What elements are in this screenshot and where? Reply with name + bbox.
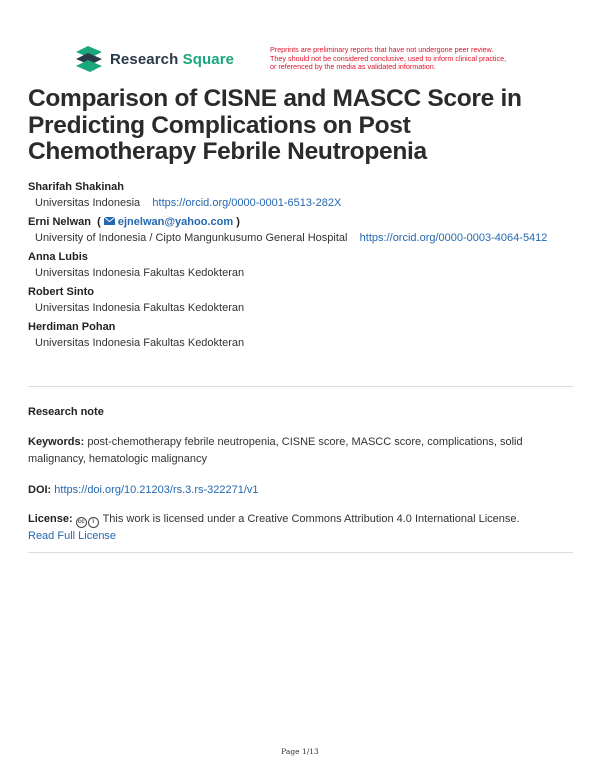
doi — [28, 482, 573, 499]
author-name: Robert Sinto — [28, 286, 94, 298]
research-square-logo[interactable] — [74, 46, 234, 72]
license-label: License: — [28, 513, 73, 525]
logo-text: Research Square — [110, 50, 235, 68]
orcid-link[interactable]: https://orcid.org/0000-0001-6513-282X — [152, 197, 342, 209]
author-affiliation: Universitas Indonesia https://orcid.org/0000-0001-6513-282X — [35, 197, 342, 209]
author-list — [28, 179, 573, 351]
disclaimer-line: or referenced by the media as validated information. — [270, 62, 436, 72]
keywords-label: Keywords: — [28, 436, 85, 448]
doi-link[interactable]: https://doi.org/10.21203/rs.3.rs-322271/v1 — [54, 484, 259, 496]
author-name: Sharifah Shakinah — [28, 181, 124, 193]
header — [74, 46, 574, 76]
divider — [28, 386, 573, 387]
author-name: Erni Nelwan ( ejnelwan@yahoo.com ) — [28, 216, 240, 228]
preprint-disclaimer — [270, 46, 570, 72]
attribution-icon: i — [88, 517, 99, 528]
envelope-icon — [104, 217, 115, 225]
disclaimer-line: Preprints are preliminary reports that have not undergone peer review. — [270, 45, 494, 54]
divider — [28, 552, 573, 553]
license-text: This work is licensed under a Creative Commons Attribution 4.0 International License. — [102, 513, 520, 525]
license — [28, 511, 573, 545]
author-affiliation: University of Indonesia / Cipto Mangunkusumo General Hospital https://orcid.org/0000-0003-4064-5412 — [35, 232, 548, 244]
keywords-text: post-chemotherapy febrile neutropenia, CISNE score, MASCC score, complications, solid malignancy, hematologic malignancy — [28, 436, 523, 465]
article-type: Research note — [28, 406, 104, 418]
email-link[interactable]: ejnelwan@yahoo.com — [117, 216, 234, 228]
author-name: Anna Lubis — [28, 251, 88, 263]
doi-label: DOI: — [28, 484, 52, 496]
author-name: Herdiman Pohan — [28, 321, 116, 333]
keywords — [28, 434, 573, 468]
page-number: Page 1/13 — [281, 747, 319, 756]
paper-title: Comparison of CISNE and MASCC Score in Predicting Complications on Post Chemotherapy Febrile Neutropenia — [28, 85, 522, 165]
author-affiliation: Universitas Indonesia Fakultas Kedokteran — [35, 337, 245, 349]
read-full-license-link[interactable]: Read Full License — [28, 530, 117, 542]
author-affiliation: Universitas Indonesia Fakultas Kedokteran — [35, 302, 245, 314]
orcid-link[interactable]: https://orcid.org/0000-0003-4064-5412 — [359, 232, 548, 244]
author-affiliation: Universitas Indonesia Fakultas Kedokteran — [35, 267, 245, 279]
research-square-logo-icon — [74, 46, 104, 72]
disclaimer-line: They should not be considered conclusive, used to inform clinical practice, — [270, 53, 507, 63]
creative-commons-icon: cc — [76, 517, 87, 528]
